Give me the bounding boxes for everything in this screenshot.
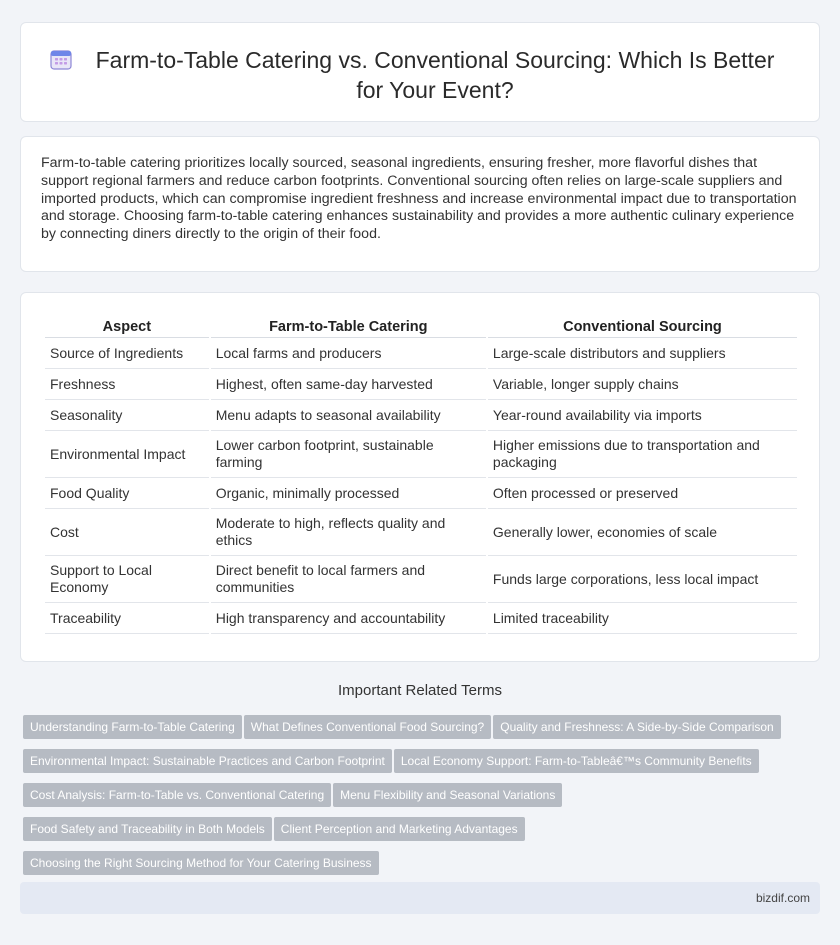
table-cell: Freshness	[45, 369, 209, 400]
related-term-link[interactable]: Food Safety and Traceability in Both Models	[23, 817, 272, 841]
header-card	[20, 22, 820, 122]
page-title: Farm-to-Table Catering vs. Conventional Sourcing: Which Is Better for Your Event?	[95, 47, 775, 103]
table-cell: Lower carbon footprint, sustainable farming	[211, 431, 486, 478]
related-terms-heading: Important Related Terms	[338, 682, 502, 699]
table-cell: Seasonality	[45, 400, 209, 431]
table-header-farm: Farm-to-Table Catering	[211, 315, 486, 338]
table-cell: Higher emissions due to transportation and packaging	[488, 431, 797, 478]
table-cell: Source of Ingredients	[45, 338, 209, 369]
table-row	[45, 338, 797, 369]
table-cell: Funds large corporations, less local impact	[488, 556, 797, 603]
table-row	[45, 478, 797, 509]
site-link[interactable]: bizdif.com	[755, 891, 810, 905]
related-term-link[interactable]: Cost Analysis: Farm-to-Table vs. Conventional Catering	[23, 783, 331, 807]
table-cell: Local farms and producers	[211, 338, 486, 369]
table-cell: Highest, often same-day harvested	[211, 369, 486, 400]
footer	[20, 882, 820, 914]
related-term-link[interactable]: Environmental Impact: Sustainable Practices and Carbon Footprint	[23, 749, 392, 773]
table-cell: Year-round availability via imports	[488, 400, 797, 431]
related-term-link[interactable]: Quality and Freshness: A Side-by-Side Comparison	[493, 715, 780, 739]
table-row	[45, 400, 797, 431]
table-cell: Large-scale distributors and suppliers	[488, 338, 797, 369]
table-cell: High transparency and accountability	[211, 603, 486, 634]
table-cell: Environmental Impact	[45, 431, 209, 478]
intro-text: Farm-to-table catering prioritizes locally sourced, seasonal ingredients, ensuring fresher, more flavorful dishes that support regional farmers and reduce carbon footprints. Conventional sourcing often relies on large-scale suppliers and imported products, which can compromise ingredient freshness and increase environmental impact due to transportation and storage. Choosing farm-to-table catering enhances sustainability and provides a more authentic culinary experience by connecting diners directly to the origin of their food.	[41, 155, 797, 243]
related-term-link[interactable]: What Defines Conventional Food Sourcing?	[244, 715, 491, 739]
table-cell: Cost	[45, 509, 209, 556]
related-term-link[interactable]: Local Economy Support: Farm-to-Tableâ€™s Community Benefits	[394, 749, 759, 773]
related-term-link[interactable]: Choosing the Right Sourcing Method for Your Catering Business	[23, 851, 379, 875]
table-cell: Food Quality	[45, 478, 209, 509]
table-row	[45, 603, 797, 634]
intro-card	[20, 136, 820, 272]
table-cell: Support to Local Economy	[45, 556, 209, 603]
table-row	[45, 431, 797, 478]
table-cell: Variable, longer supply chains	[488, 369, 797, 400]
related-term-link[interactable]: Client Perception and Marketing Advantages	[274, 817, 525, 841]
comparison-table	[43, 315, 799, 634]
table-cell: Often processed or preserved	[488, 478, 797, 509]
table-header-aspect: Aspect	[45, 315, 209, 338]
comparison-card	[20, 292, 820, 662]
related-term-link[interactable]: Menu Flexibility and Seasonal Variations	[333, 783, 562, 807]
table-header-conventional: Conventional Sourcing	[488, 315, 797, 338]
table-row	[45, 509, 797, 556]
table-row	[45, 556, 797, 603]
table-cell: Organic, minimally processed	[211, 478, 486, 509]
related-term-link[interactable]: Understanding Farm-to-Table Catering	[23, 715, 242, 739]
table-cell: Direct benefit to local farmers and communities	[211, 556, 486, 603]
table-row	[45, 369, 797, 400]
table-cell: Moderate to high, reflects quality and ethics	[211, 509, 486, 556]
table-cell: Menu adapts to seasonal availability	[211, 400, 486, 431]
table-cell: Traceability	[45, 603, 209, 634]
table-cell: Limited traceability	[488, 603, 797, 634]
related-terms-list	[23, 715, 813, 885]
table-cell: Generally lower, economies of scale	[488, 509, 797, 556]
